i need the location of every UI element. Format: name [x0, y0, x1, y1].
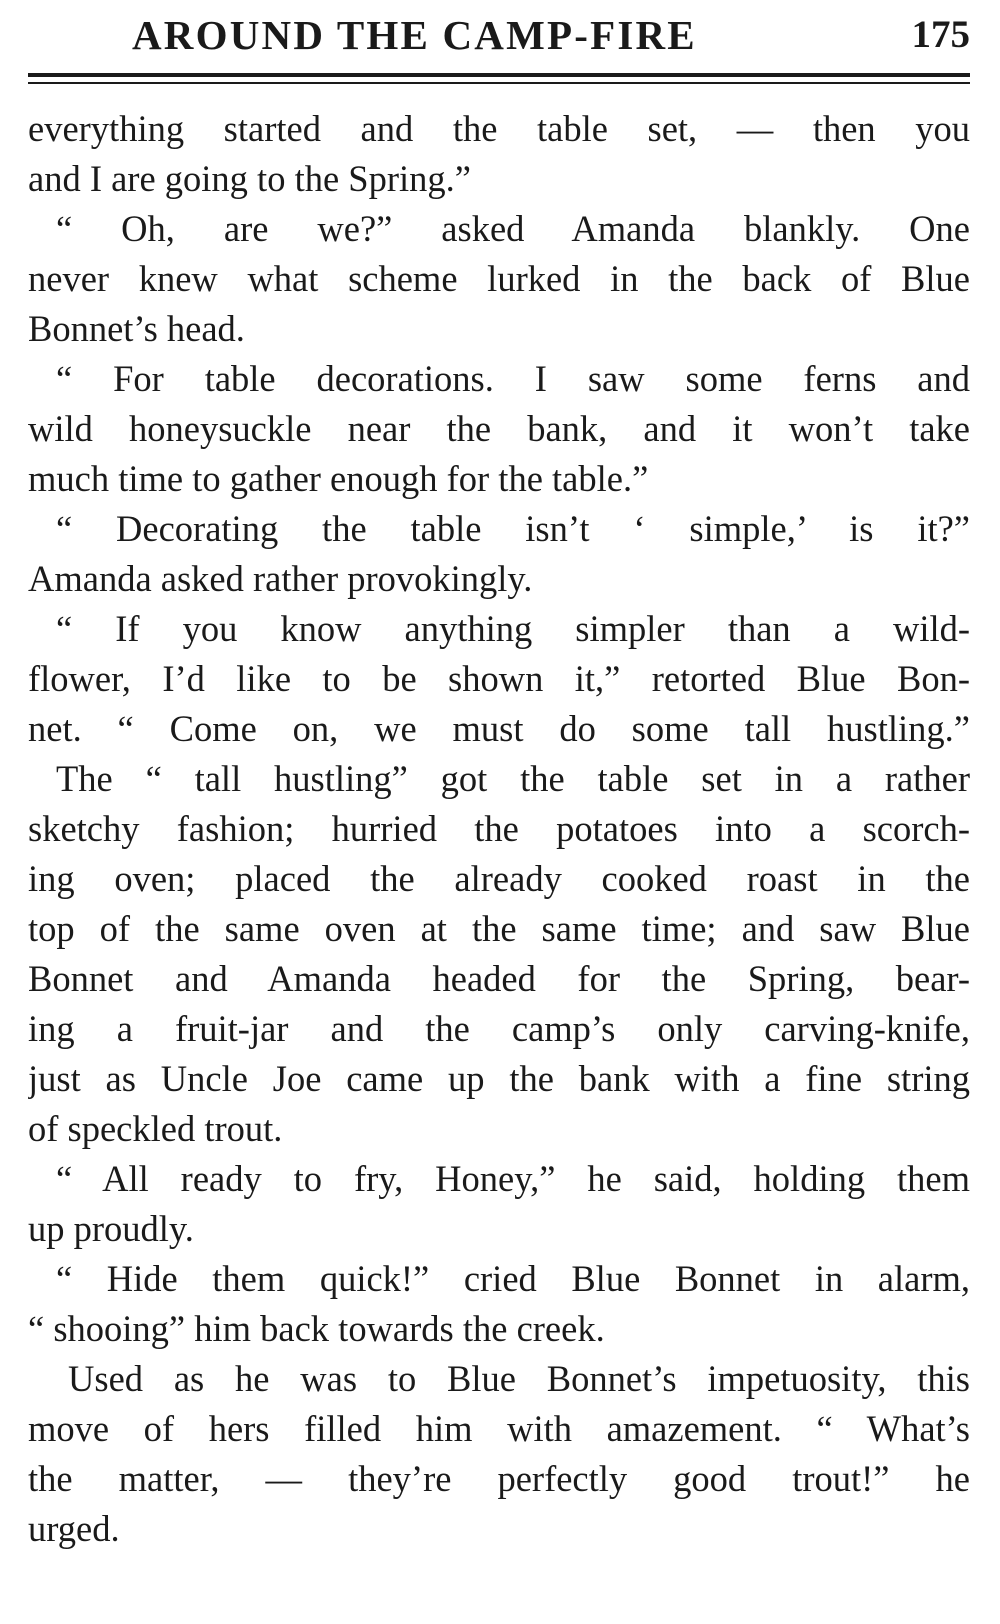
- text-line: ing a fruit-jar and the camp’s only carving-knife,: [28, 1008, 970, 1049]
- text-line: ing oven; placed the already cooked roast in the: [28, 858, 970, 899]
- running-header: [28, 10, 970, 60]
- text-line: the matter, — they’re perfectly good trout!” he: [28, 1458, 970, 1499]
- text-line: “ shooing” him back towards the creek.: [28, 1308, 605, 1349]
- text-line: wild honeysuckle near the bank, and it won’t take: [28, 408, 970, 449]
- book-page: [28, 0, 970, 1624]
- running-title: AROUND THE CAMP-FIRE: [132, 12, 697, 58]
- text-line: “ All ready to fry, Honey,” he said, holding them: [56, 1158, 970, 1199]
- text-line: Bonnet’s head.: [28, 308, 245, 349]
- text-line: up proudly.: [28, 1208, 194, 1249]
- text-line: and I are going to the Spring.”: [28, 158, 471, 199]
- text-line: top of the same oven at the same time; and saw Blue: [28, 908, 970, 949]
- text-line: net. “ Come on, we must do some tall hustling.”: [28, 708, 970, 749]
- body-text: [28, 104, 970, 1554]
- text-line: much time to gather enough for the table.”: [28, 458, 649, 499]
- text-line: flower, I’d like to be shown it,” retorted Blue Bon-: [28, 658, 970, 699]
- text-line: “ For table decorations. I saw some ferns and: [56, 358, 970, 399]
- text-line: of speckled trout.: [28, 1108, 283, 1149]
- header-rule-thick: [28, 73, 970, 77]
- text-line: urged.: [28, 1508, 120, 1549]
- text-line: “ If you know anything simpler than a wild-: [56, 608, 970, 649]
- page-number: 175: [911, 13, 970, 56]
- text-line: sketchy fashion; hurried the potatoes into a scorch-: [28, 808, 970, 849]
- text-line: Amanda asked rather provokingly.: [28, 558, 533, 599]
- text-line: never knew what scheme lurked in the back of Blue: [28, 258, 970, 299]
- text-line: move of hers filled him with amazement. “ What’s: [28, 1408, 970, 1449]
- text-line: Used as he was to Blue Bonnet’s impetuosity, this: [68, 1358, 970, 1399]
- header-rule-thin: [28, 82, 970, 84]
- text-line: just as Uncle Joe came up the bank with a fine string: [28, 1058, 970, 1099]
- text-line: “ Decorating the table isn’t ‘ simple,’ is it?”: [56, 508, 970, 549]
- text-line: everything started and the table set, — then you: [28, 108, 970, 149]
- text-line: “ Hide them quick!” cried Blue Bonnet in alarm,: [56, 1258, 970, 1299]
- text-line: The “ tall hustling” got the table set in a rather: [56, 758, 970, 799]
- text-line: “ Oh, are we?” asked Amanda blankly. One: [56, 208, 970, 249]
- text-line: Bonnet and Amanda headed for the Spring, bear-: [28, 958, 970, 999]
